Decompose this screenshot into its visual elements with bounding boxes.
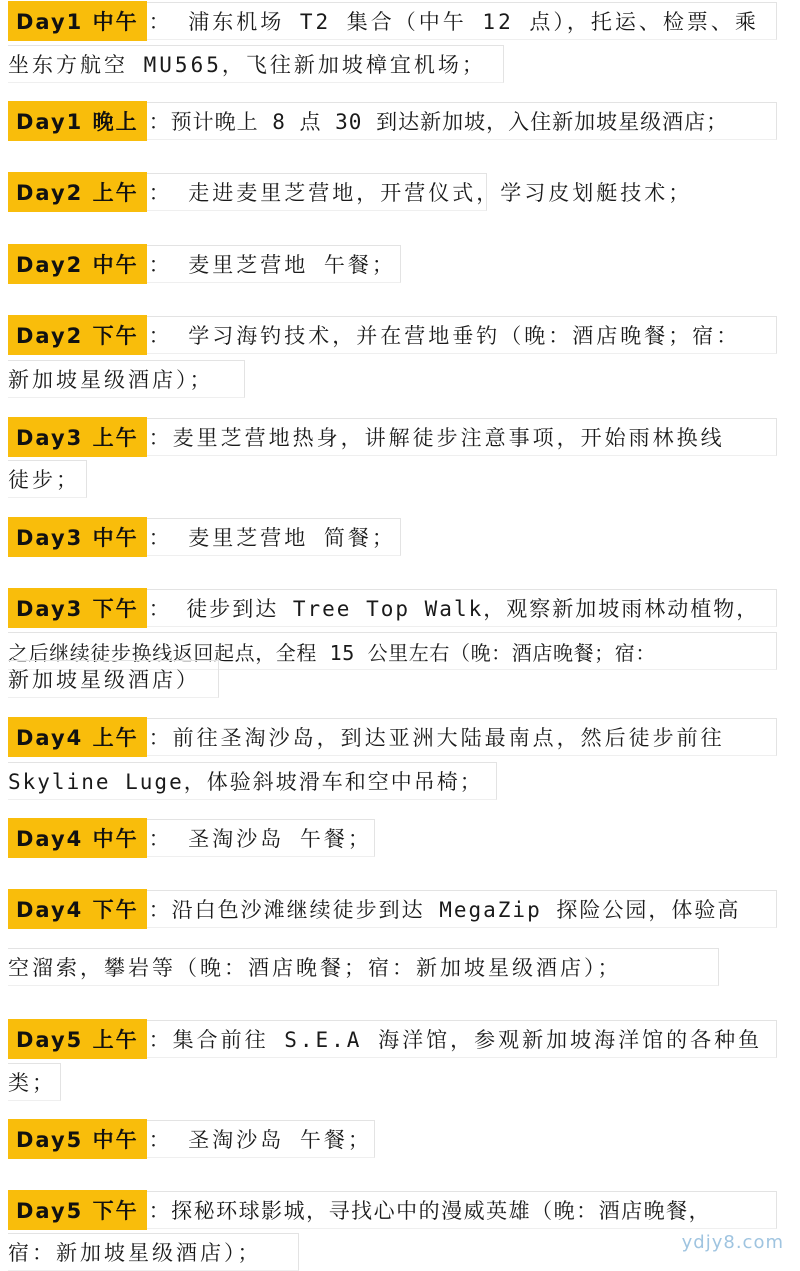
entry-text: ：前往圣淘沙岛，到达亚洲大陆最南点，然后徒步前往 [148,726,725,750]
entry-text: 徒步； [8,468,80,492]
entry-text: ：预计晚上 8 点 30 到达新加坡，入住新加坡星级酒店； [148,110,729,134]
entry-text: ： 走进麦里芝营地，开营仪式，学习皮划艇技术； [148,181,693,205]
day-tag: Day2 上午 [8,172,147,212]
entry-day4-morning [8,718,777,756]
entry-day2-afternoon-cont [8,360,245,398]
day-tag: Day4 下午 [8,889,147,929]
entry-day5-morning-cont [8,1063,61,1101]
entry-text: ： 麦里芝营地 午餐； [148,253,396,277]
entry-text: ： 麦里芝营地 简餐； [148,526,396,550]
entry-day5-afternoon [8,1191,777,1229]
entry-text: ： 圣淘沙岛 午餐； [148,827,372,851]
entry-day4-afternoon-cont [8,948,719,986]
entry-text: 新加坡星级酒店） [8,668,200,692]
day-tag: Day1 中午 [8,1,147,41]
entry-day3-afternoon-cont2 [8,660,219,698]
entry-day5-noon [8,1120,375,1158]
entry-day5-afternoon-cont [8,1233,299,1271]
entry-text: 类； [8,1071,56,1095]
entry-text: 之后继续徒步换线返回起点，全程 15 公里左右（晚：酒店晚餐；宿： [8,640,656,665]
entry-day4-noon [8,819,375,857]
entry-text: Skyline Luge，体验斜坡滑车和空中吊椅； [8,770,483,794]
day-tag: Day2 下午 [8,315,147,355]
entry-text: 空溜索，攀岩等（晚：酒店晚餐；宿：新加坡星级酒店）； [8,956,622,980]
entry-text: 坐东方航空 MU565，飞往新加坡樟宜机场； [8,53,486,77]
day-tag: Day4 上午 [8,717,147,757]
entry-day4-afternoon [8,890,777,928]
day-tag: Day2 中午 [8,244,147,284]
entry-day2-noon [8,245,401,283]
entry-day2-afternoon [8,316,777,354]
entry-day1-noon-cont [8,45,504,83]
day-tag: Day5 下午 [8,1190,147,1230]
entry-day3-afternoon [8,589,777,627]
entry-text: ：集合前往 S.E.A 海洋馆，参观新加坡海洋馆的各种鱼 [148,1028,763,1052]
entry-day1-noon [8,2,777,40]
day-tag: Day3 下午 [8,588,147,628]
entry-text: ： 圣淘沙岛 午餐； [148,1128,372,1152]
entry-text: 宿：新加坡星级酒店）； [8,1241,262,1265]
day-tag: Day4 中午 [8,818,147,858]
day-tag: Day3 上午 [8,417,147,457]
entry-day3-morning [8,418,777,456]
day-tag: Day5 中午 [8,1119,147,1159]
entry-day3-morning-cont [8,460,87,498]
entry-day4-morning-cont [8,762,497,800]
entry-day5-morning [8,1020,777,1058]
entry-day2-morning [8,173,693,211]
day-tag: Day5 上午 [8,1019,147,1059]
entry-day3-noon [8,518,401,556]
entry-text: ： 浦东机场 T2 集合（中午 12 点），托运、检票、乘 [148,10,759,34]
entry-text: ： 徒步到达 Tree Top Walk，观察新加坡雨林动植物， [148,597,760,621]
day-tag: Day3 中午 [8,517,147,557]
entry-day1-evening [8,102,777,140]
entry-text: ：探秘环球影城，寻找心中的漫威英雄（晚：酒店晚餐， [148,1199,712,1223]
entry-text: ： 学习海钓技术，并在营地垂钓（晚：酒店晚餐；宿： [148,324,741,348]
watermark: ydjy8.com [681,1232,784,1253]
entry-text: 新加坡星级酒店）； [8,368,214,392]
entry-text: ：沿白色沙滩继续徒步到达 MegaZip 探险公园，体验高 [148,898,741,922]
entry-text: ：麦里芝营地热身，讲解徒步注意事项，开始雨林换线 [148,426,725,450]
day-tag: Day1 晚上 [8,101,147,141]
